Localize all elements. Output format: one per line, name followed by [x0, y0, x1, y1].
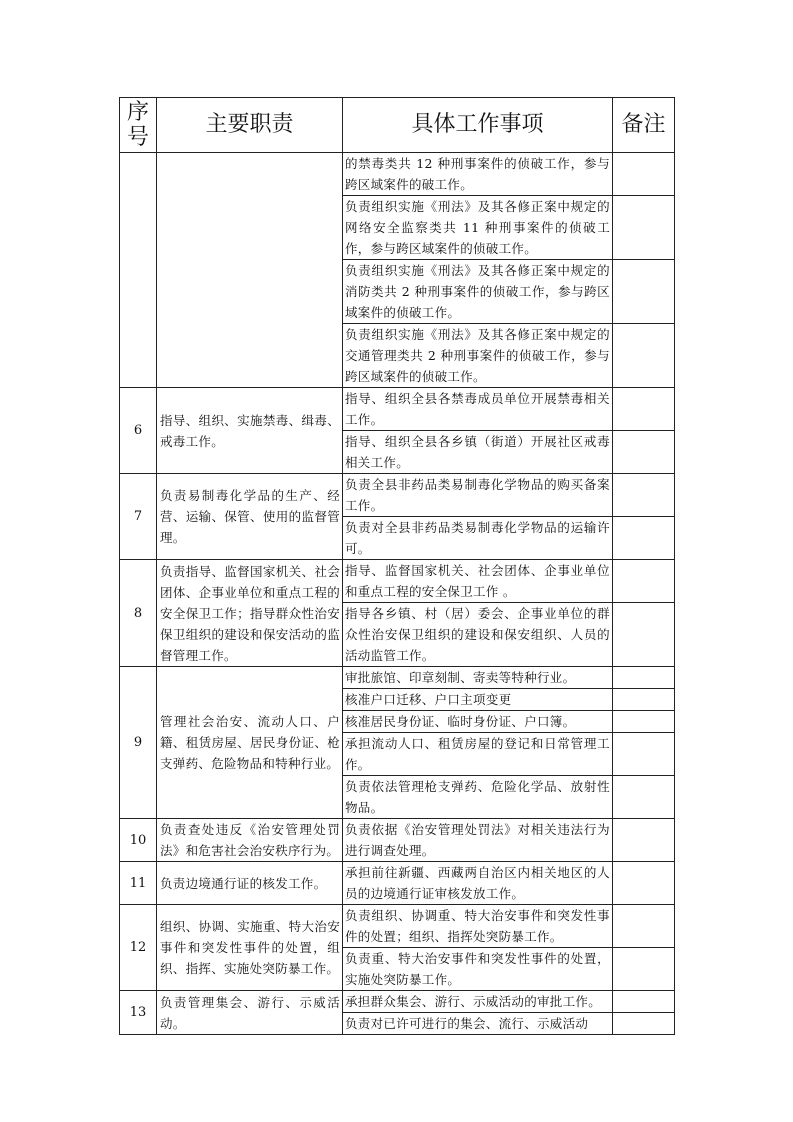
- header-seq-char: 号: [126, 125, 149, 150]
- row-number: 12: [120, 905, 157, 991]
- note-cell: [613, 711, 675, 733]
- row-number: 6: [120, 388, 157, 474]
- main-duty-cell: 负责边境通行证的核发工作。: [157, 862, 343, 905]
- row-number: 8: [120, 560, 157, 667]
- row-number: 7: [120, 474, 157, 560]
- work-item-cell: 承担前往新疆、西藏两自治区内相关地区的人员的边境通行证审核发放工作。: [343, 862, 613, 905]
- note-cell: [613, 324, 675, 388]
- row-number: 11: [120, 862, 157, 905]
- row-number: [120, 153, 157, 388]
- note-cell: [613, 431, 675, 474]
- work-item-cell: 指导、组织全县各禁毒成员单位开展禁毒相关工作。: [343, 388, 613, 431]
- row-number: 13: [120, 991, 157, 1035]
- note-cell: [613, 388, 675, 431]
- work-item-cell: 指导、组织全县各乡镇（街道）开展社区戒毒相关工作。: [343, 431, 613, 474]
- main-duty-cell: 负责易制毒化学品的生产、经营、运输、保管、使用的监督管理。: [157, 474, 343, 560]
- note-cell: [613, 196, 675, 260]
- main-duty-cell: 负责管理集会、游行、示威活动。: [157, 991, 343, 1035]
- header-seq-char: 序: [126, 100, 149, 125]
- work-item-cell: 负责组织实施《刑法》及其各修正案中规定的网络安全监察类共 11 种刑事案件的侦破工作，参与跨区域案件的侦破工作。: [343, 196, 613, 260]
- table-body: [120, 153, 675, 1035]
- work-item-cell: 负责对全县非药品类易制毒化学物品的运输许可。: [343, 517, 613, 560]
- work-item-cell: 指导各乡镇、村（居）委会、企事业单位的群众性治安保卫组织的建设和保安组织、人员的活动监管工作。: [343, 603, 613, 667]
- note-cell: [613, 603, 675, 667]
- header-duty: 主要职责: [157, 98, 343, 153]
- main-duty-cell: 负责指导、监督国家机关、社会团体、企事业单位和重点工程的安全保卫工作；指导群众性治安保卫组织的建设和保安活动的监督管理工作。: [157, 560, 343, 667]
- work-item-cell: 负责重、特大治安事件和突发性事件的处置，实施处突防暴工作。: [343, 948, 613, 991]
- note-cell: [613, 689, 675, 711]
- work-item-cell: 负责组织、协调重、特大治安事件和突发性事件的处置；组织、指挥处突防暴工作。: [343, 905, 613, 948]
- main-duty-cell: [157, 153, 343, 388]
- table-row: [120, 560, 675, 603]
- work-item-cell: 的禁毒类共 12 种刑事案件的侦破工作，参与跨区域案件的破工作。: [343, 153, 613, 196]
- note-cell: [613, 260, 675, 324]
- note-cell: [613, 776, 675, 819]
- work-item-cell: 负责对已许可进行的集会、流行、示威活动: [343, 1013, 613, 1035]
- table-row: [120, 819, 675, 862]
- work-item-cell: 审批旅馆、印章刻制、寄卖等特种行业。: [343, 667, 613, 689]
- note-cell: [613, 948, 675, 991]
- main-duty-cell: 组织、协调、实施重、特大治安事件和突发性事件的处置，组织、指挥、实施处突防暴工作。: [157, 905, 343, 991]
- table-header-row: [120, 98, 675, 153]
- work-item-cell: 核准户口迁移、户口主项变更: [343, 689, 613, 711]
- table-row: [120, 153, 675, 196]
- table-row: [120, 905, 675, 948]
- work-item-cell: 负责组织实施《刑法》及其各修正案中规定的交通管理类共 2 种刑事案件的侦破工作，参与跨区域案件的侦破工作。: [343, 324, 613, 388]
- header-items: 具体工作事项: [343, 98, 613, 153]
- header-note: 备注: [613, 98, 675, 153]
- work-item-cell: 负责依法管理枪支弹药、危险化学品、放射性物品。: [343, 776, 613, 819]
- note-cell: [613, 474, 675, 517]
- table-row: [120, 474, 675, 517]
- work-item-cell: 承担流动人口、租赁房屋的登记和日常管理工作。: [343, 733, 613, 776]
- note-cell: [613, 905, 675, 948]
- work-item-cell: 负责依据《治安管理处罚法》对相关违法行为进行调查处理。: [343, 819, 613, 862]
- main-duty-cell: 管理社会治安、流动人口、户籍、租赁房屋、居民身份证、枪支弹药、危险物品和特种行业。: [157, 667, 343, 819]
- main-duty-cell: 负责查处违反《治安管理处罚法》和危害社会治安秩序行为。: [157, 819, 343, 862]
- table-row: [120, 388, 675, 431]
- work-item-cell: 负责全县非药品类易制毒化学物品的购买备案工作。: [343, 474, 613, 517]
- work-item-cell: 承担群众集会、游行、示威活动的审批工作。: [343, 991, 613, 1013]
- note-cell: [613, 667, 675, 689]
- table-row: [120, 991, 675, 1013]
- duties-table-page: [119, 97, 674, 1035]
- row-number: 9: [120, 667, 157, 819]
- note-cell: [613, 819, 675, 862]
- work-item-cell: 指导、监督国家机关、社会团体、企事业单位和重点工程的安全保卫工作 。: [343, 560, 613, 603]
- note-cell: [613, 862, 675, 905]
- row-number: 10: [120, 819, 157, 862]
- duties-table: [119, 97, 675, 1035]
- note-cell: [613, 517, 675, 560]
- note-cell: [613, 1013, 675, 1035]
- main-duty-cell: 指导、组织、实施禁毒、缉毒、戒毒工作。: [157, 388, 343, 474]
- table-row: [120, 862, 675, 905]
- work-item-cell: 负责组织实施《刑法》及其各修正案中规定的消防类共 2 种刑事案件的侦破工作，参与跨区域案件的侦破工作。: [343, 260, 613, 324]
- work-item-cell: 核准居民身份证、临时身份证、户口簿。: [343, 711, 613, 733]
- note-cell: [613, 733, 675, 776]
- note-cell: [613, 560, 675, 603]
- note-cell: [613, 991, 675, 1013]
- table-row: [120, 667, 675, 689]
- header-seq: [120, 98, 157, 153]
- note-cell: [613, 153, 675, 196]
